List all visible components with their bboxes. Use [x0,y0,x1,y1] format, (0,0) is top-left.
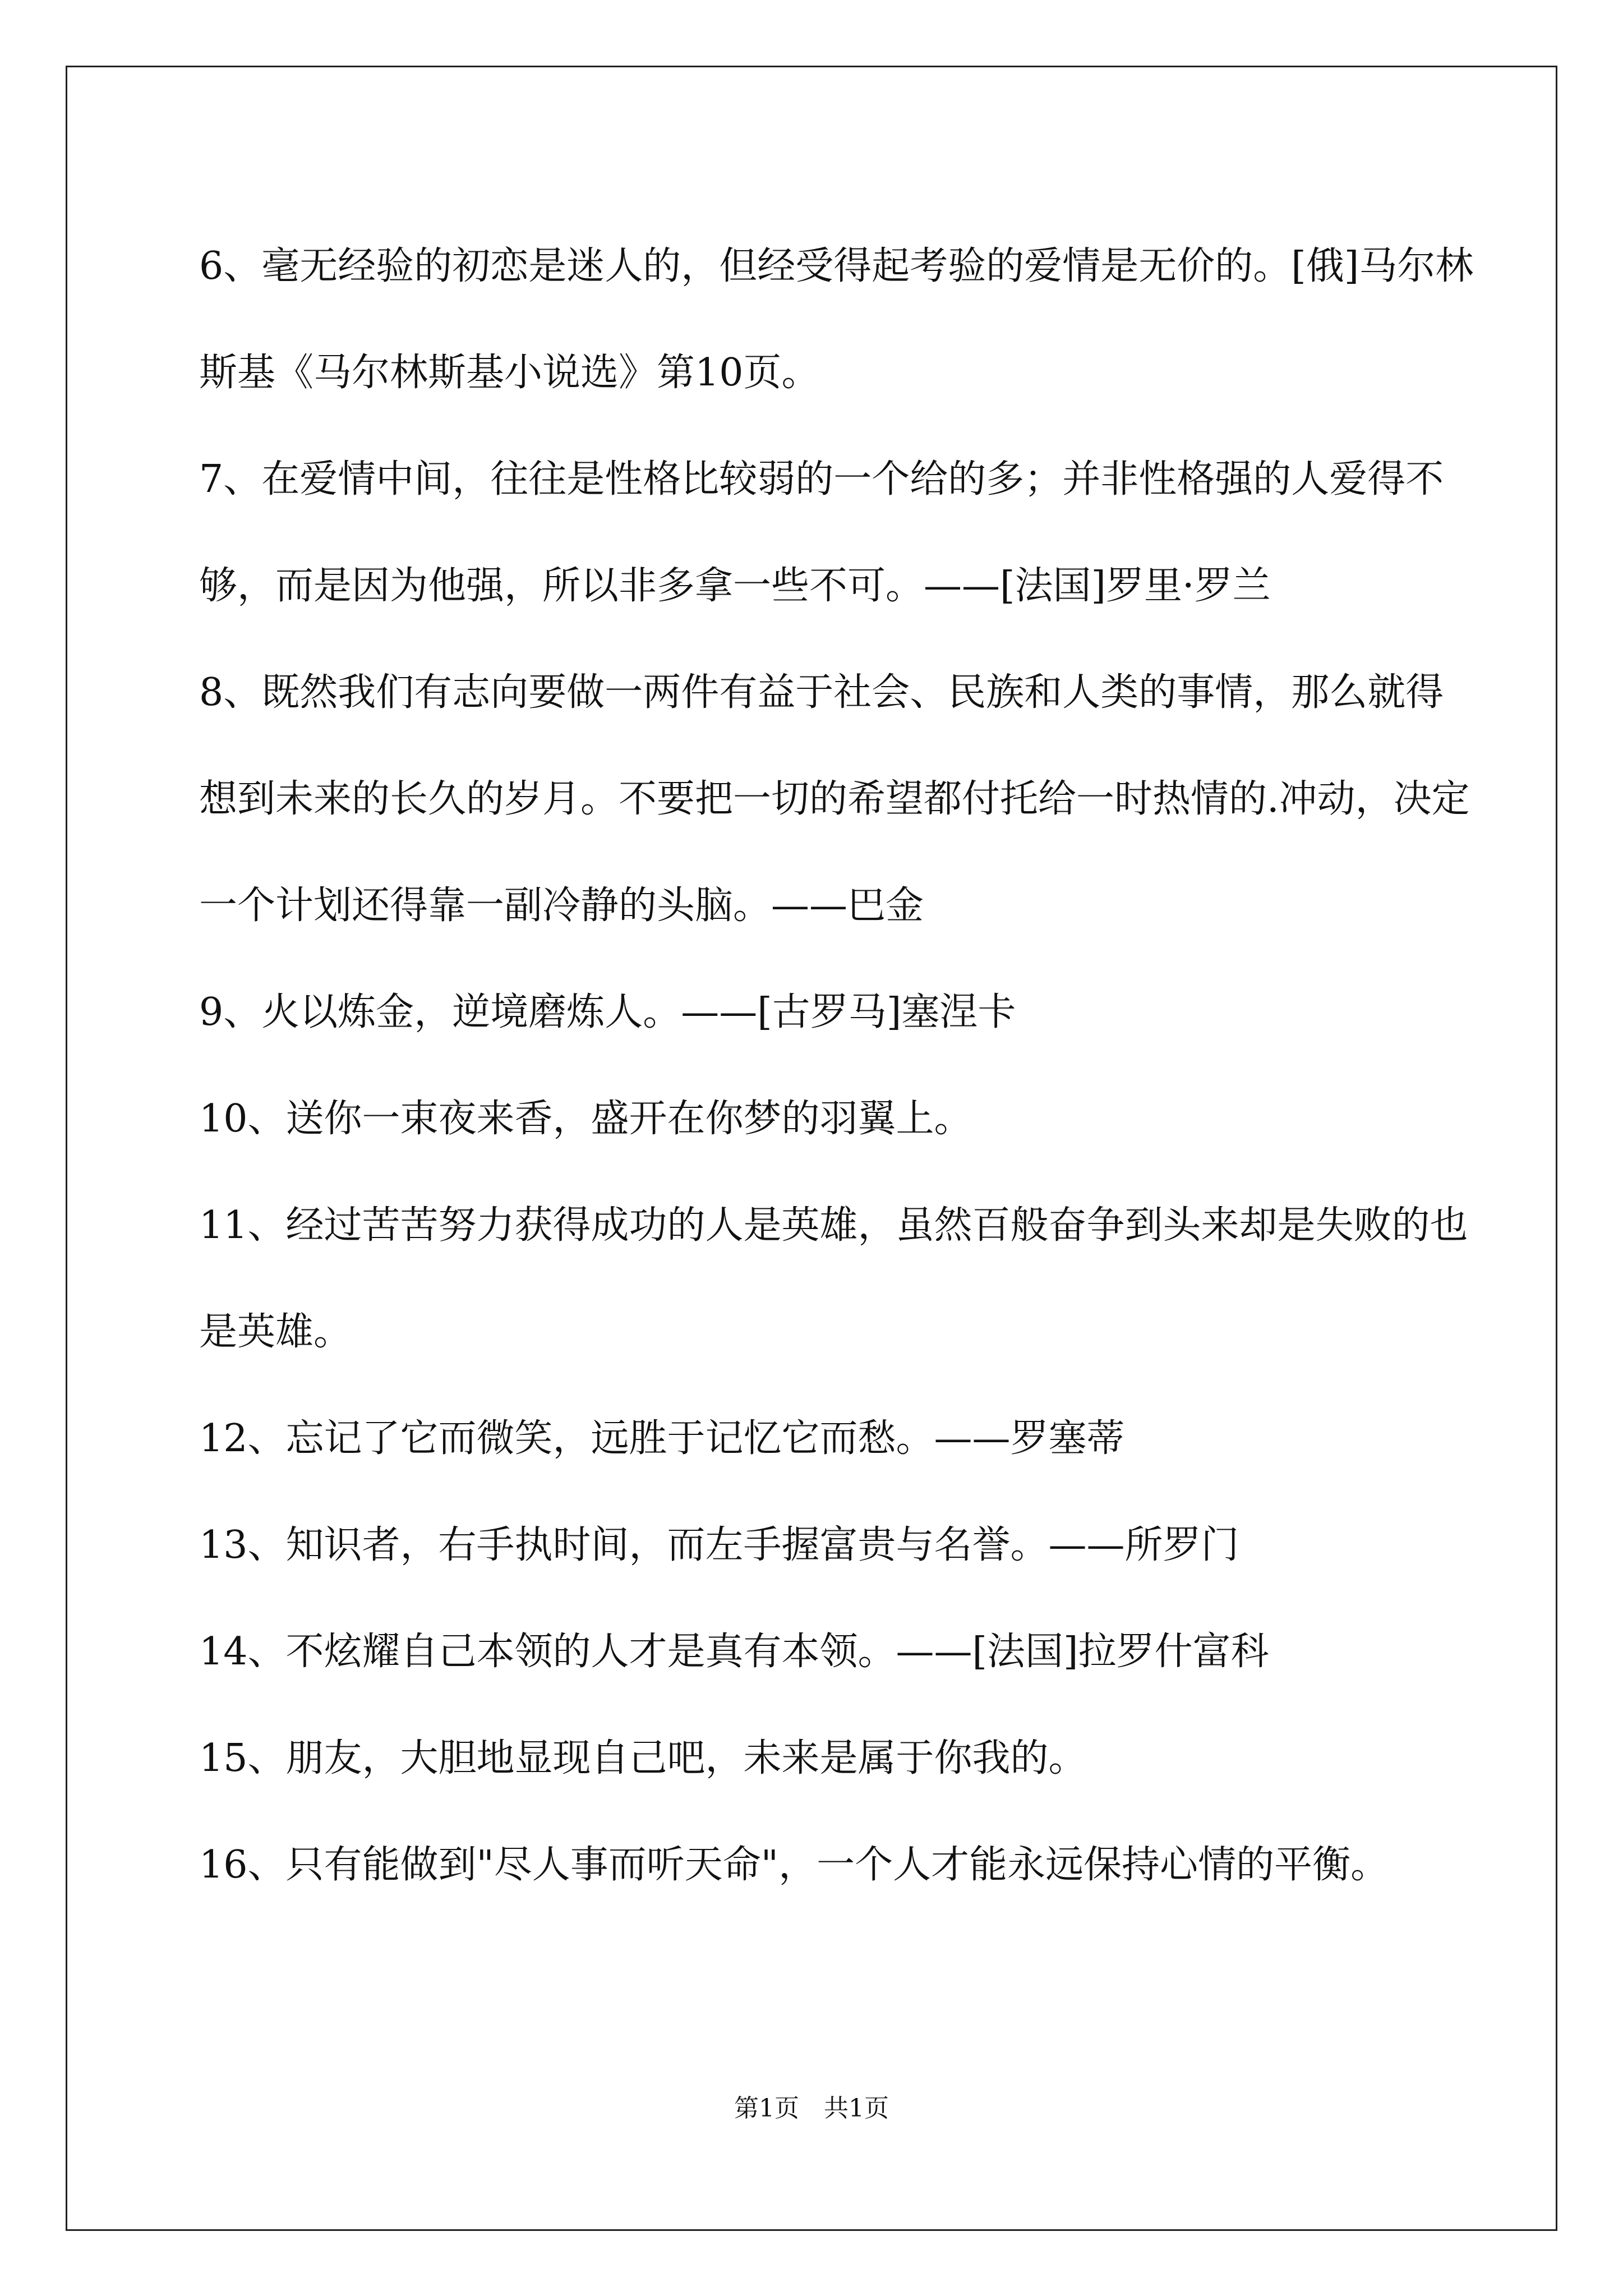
page-total: 共1页 [824,2094,889,2123]
quote-paragraph-12: 12、忘记了它而微笑，远胜于记忆它而愁。——罗塞蒂 [199,1416,1125,1461]
quote-paragraph-14: 14、不炫耀自己本领的人才是真有本领。——[法国]拉罗什富科 [199,1630,1269,1674]
quote-paragraph-16: 16、只有能做到"尽人事而听天命"，一个人才能永远保持心情的平衡。 [199,1843,1389,1887]
quote-paragraph-6: 6、毫无经验的初恋是迷人的，但经受得起考验的爱情是无价的。[俄]马尔林斯基《马尔林斯基小说选》第10页。 [199,244,1474,395]
quote-paragraph-13: 13、知识者，右手执时间，而左手握富贵与名誉。——所罗门 [199,1523,1239,1567]
quote-paragraph-11: 11、经过苦苦努力获得成功的人是英雄，虽然百般奋争到头来却是失败的也是英雄。 [199,1203,1468,1354]
document-body [199,213,1478,1918]
quote-paragraph-9: 9、火以炼金，逆境磨炼人。——[古罗马]塞涅卡 [199,990,1016,1034]
quote-paragraph-7: 7、在爱情中间，往往是性格比较弱的一个给的多；并非性格强的人爱得不够，而是因为他强，所以非多拿一些不可。——[法国]罗里·罗兰 [199,457,1444,608]
quote-paragraph-8: 8、既然我们有志向要做一两件有益于社会、民族和人类的事情，那么就得想到未来的长久的岁月。不要把一切的希望都付托给一时热情的.冲动，决定一个计划还得靠一副冷静的头脑。——巴金 [199,670,1470,928]
quote-paragraph-10: 10、送你一束夜来香，盛开在你梦的羽翼上。 [199,1097,972,1141]
quote-paragraph-15: 15、朋友，大胆地显现自己吧，未来是属于你我的。 [199,1736,1087,1780]
page-number: 第1页 [734,2094,799,2123]
page-footer [0,2088,1623,2124]
